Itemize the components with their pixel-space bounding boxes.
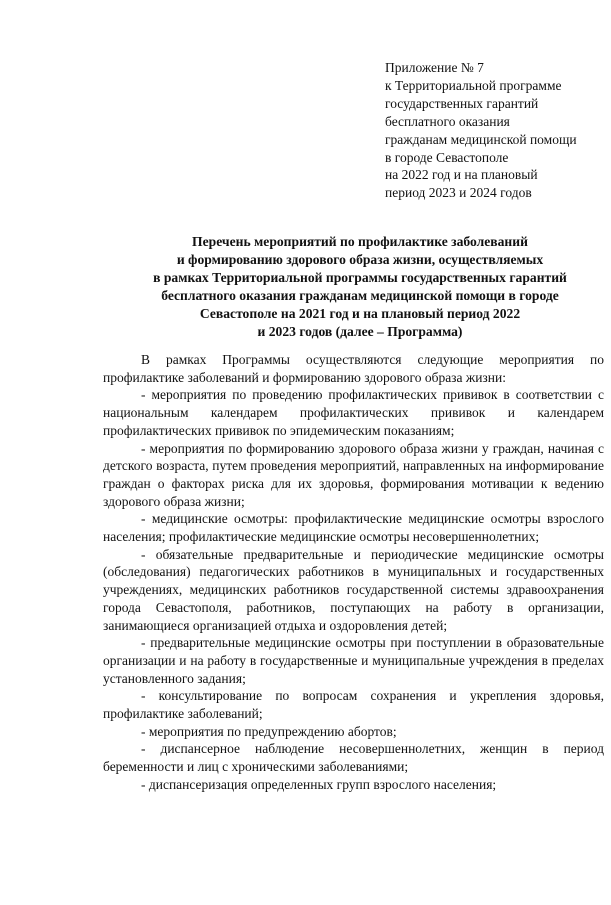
appendix-line: Приложение № 7 [385,60,484,75]
title-line: и 2023 годов (далее – Программа) [257,324,463,339]
list-item: - предварительные медицинские осмотры при поступлении в образовательные организации и на работу в государственные и муниципальные учреждения в пределах установленного задания; [103,635,604,686]
list-item: - диспансерное наблюдение несовершеннолетних, женщин в период беременности и лиц с хроническими заболеваниями; [103,741,604,775]
list-item: - диспансеризация определенных групп взрослого населения; [141,776,497,792]
appendix-line: государственных гарантий [385,95,539,111]
title-line: в рамках Территориальной программы государственных гарантий [153,270,567,285]
list-item: - обязательные предварительные и периодические медицинские осмотры (обследования) педагогических работников в муниципальных и государственных учреждениях, медицинских работников государственной системы здравоохранения города Севастополя, работников, поступающих на работу в организации, занимающиеся организацией отдыха и оздоровления детей; [103,546,604,633]
document-body [103,351,604,794]
list-item: - мероприятия по предупреждению абортов; [141,723,397,739]
appendix-line: период 2023 и 2024 годов [385,185,532,201]
appendix-line: на 2022 год и на плановый [385,167,538,183]
list-item: - мероприятия по формированию здорового образа жизни у граждан, начиная с детского возраста, путем проведения мероприятий, направленных на информирование граждан о факторах риска для их здоровья, формирования мотивации к ведению здорового образа жизни; [103,440,604,509]
title-line: и формированию здорового образа жизни, осуществляемых [176,252,544,267]
document-title [60,233,611,341]
list-item: - консультирование по вопросам сохранения и укрепления здоровья, профилактике заболеваний; [103,688,604,722]
appendix-line: гражданам медицинской помощи [385,131,577,147]
intro-paragraph: В рамках Программы осуществляются следующие мероприятия по профилактике заболеваний и формированию здорового образа жизни: [103,352,604,385]
list-item: - мероприятия по проведению профилактических прививок в соответствии с национальным календарем профилактических прививок и календарем профилактических прививок по эпидемическим показаниям; [103,387,604,438]
appendix-line: бесплатного оказания [385,113,510,129]
title-line: Перечень мероприятий по профилактике заболеваний [192,234,528,249]
appendix-line: в городе Севастополе [385,149,509,165]
title-line: бесплатного оказания гражданам медицинской помощи в городе [161,288,559,303]
list-item: - медицинские осмотры: профилактические медицинские осмотры взрослого населения; профилактические медицинские осмотры несовершеннолетних; [103,511,604,545]
appendix-line: к Территориальной программе [385,77,562,93]
appendix-header [385,59,607,202]
title-line: Севастополе на 2021 год и на плановый период 2022 [199,306,521,321]
